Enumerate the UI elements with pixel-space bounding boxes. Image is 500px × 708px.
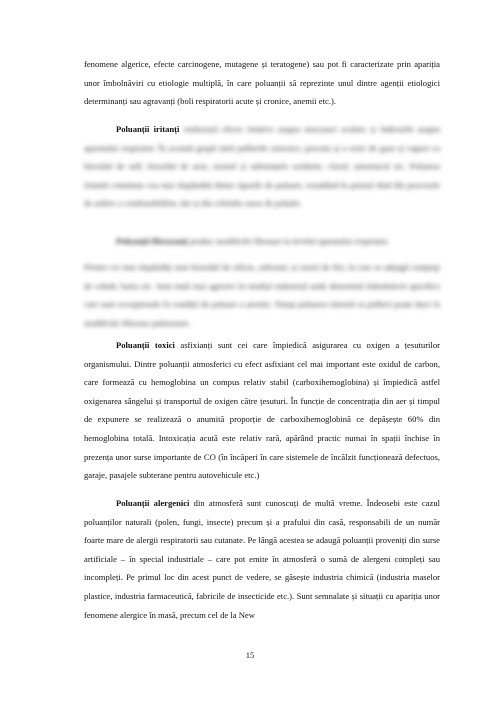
paragraph-fibrozanti: [84, 232, 440, 251]
paragraph-toxici: [84, 336, 440, 485]
paragraph-text: produc modificări fibroase la nivelul aparatului respirator.: [187, 236, 390, 246]
paragraph-iritanti: [84, 120, 440, 213]
paragraph-heading: Poluanții iritanți: [116, 124, 180, 134]
paragraph-text: realizează efecte iritative asupra mucoasei oculare și îndeosebi asupra aparatului respirator. În această grupă intră pulberile netoxice, precum și o serie de gaze și vapori cu bioxidul de sulf, bioxidul de azot, ozonul și substanțele oxidante, clorul, amoniacul etc. Poluarea iritantă constituie cea mai răspândită dintre tipurile de poluare, rezultând în primul rând din procesele de ardere a combustibililor, dar și din celelalte surse de poluări.: [84, 124, 440, 209]
paragraph-heading: Poluanții fibrozanți: [116, 236, 188, 246]
paragraph-alergenici: [84, 494, 440, 624]
paragraph-intro-continued: [84, 55, 440, 111]
paragraph-text: din atmosferă sunt cunoscuți de multă vreme. Îndeosebi este cazul poluanților naturali (polen, fungi, insecte) precum și a prafului din casă, responsabili de un număr foarte mare de alergii respiratorii sau cutanate. Pe lângă acestea se adaugă poluanții proveniți din surse artificiale – în special industriale – care pot emite în atmosferă o sumă de alergeni compleți sau incompleți. Pe primul loc din acest punct de vedere, se găsește industria chimică (industria maselor plastice, industria farmaceutică, fabricile de insecticide etc.). Sunt semnalate și situații cu apariția unor fenomene alergice în masă, precum cel de la New: [84, 498, 440, 620]
paragraph-fibrozanti-details: [84, 258, 440, 332]
paragraph-heading: Poluanții toxici: [116, 340, 175, 350]
paragraph-text: Printre cei mai răspândiți sunt bioxidul de siliciu, azbestul, și oxizii de fier, la care se adaugă compuşi de cobalt, bariu etc. Sunt mult mai agresivi în mediul industrial unde determină îmbolnăviri specifice care sunt excepționale în condiții de poluare a aerului. Totuşi poluarea intensă cu pulberi poate duce la modificări fibroase pulmonare.: [84, 262, 440, 328]
paragraph-text: fenomene algerice, efecte carcinogene, mutagene și teratogene) sau pot fi caracterizate prin apariția unor îmbolnăviri cu etiologie multiplă, în care poluanții să reprezinte unul dintre agenții etiologici determinanți sau agravanți (boli respiratorii acute și cronice, anemii etc.).: [84, 59, 440, 107]
paragraph-text: asfixianți sunt cei care împiedică asigurarea cu oxigen a țesuturilor organismului. Dintre poluanții atmosferici cu efect asfixiant cel mai important este oxidul de carbon, care formează cu hemoglobina un compus relativ stabil (carboxihemoglobina) și împiedică astfel oxigenarea sângelui și transportul de oxigen către țesuturi. În funcție de concentrația din aer și timpul de expunere se realizează o anumită proporție de carboxihemoglobină ce depășește 60% din hemoglobina totală. Intoxicația acută este relativ rară, apărând practic numai în spații închise în prezența unor surse importante de CO (în încăperi în care sistemele de încălzit funcționează defectuos, garaje, pasajele subterane pentru autovehicule etc.): [84, 340, 440, 481]
page-number: 15: [245, 650, 255, 660]
paragraph-heading: Poluanții alergenici: [116, 498, 190, 508]
